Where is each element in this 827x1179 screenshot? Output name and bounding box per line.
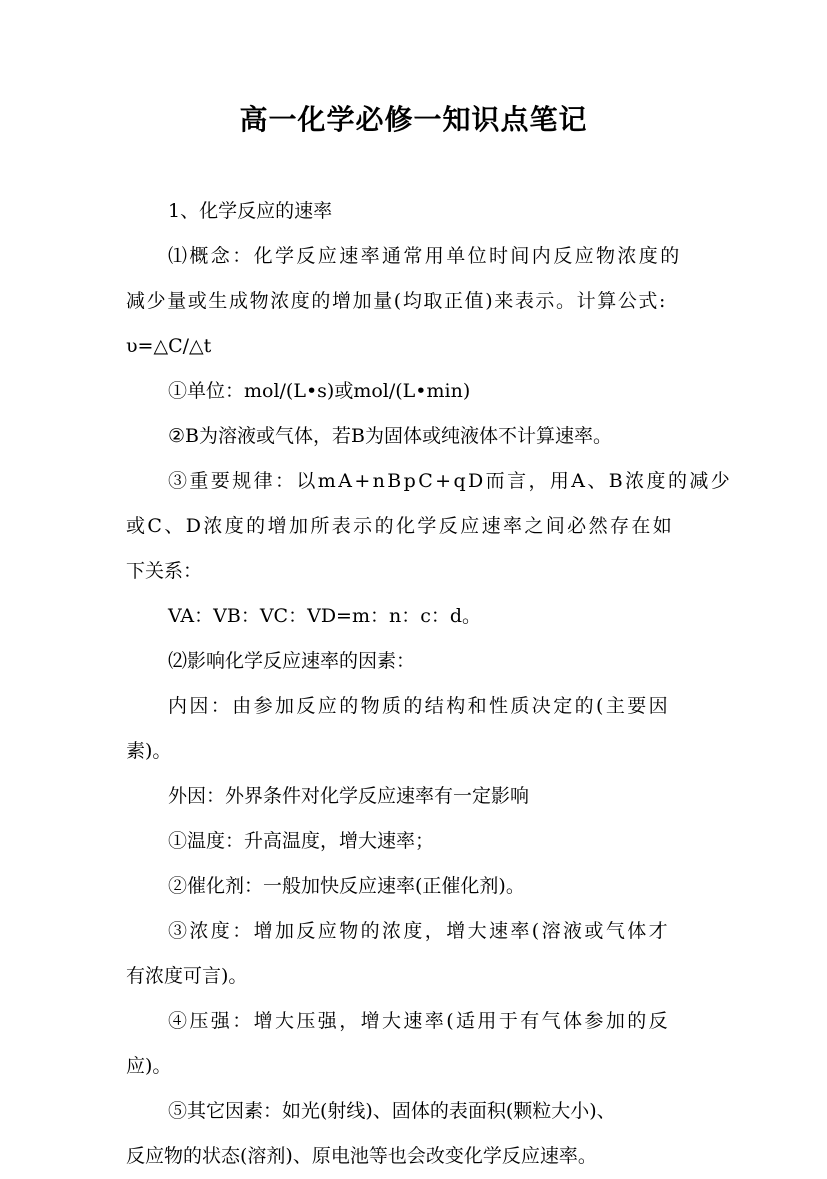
paragraph-line: ②B为溶液或气体，若B为固体或纯液体不计算速率。 (168, 425, 612, 447)
document-title: 高一化学必修一知识点笔记 (239, 103, 588, 136)
list-item: ④压强：增大压强，增大速率(适用于有气体参加的反 (168, 1010, 671, 1032)
list-item: ⑤其它因素：如光(射线)、固体的表面积(颗粒大小)、 (168, 1100, 616, 1122)
paragraph-line: 减少量或生成物浓度的增加量(均取正值)来表示。计算公式: (126, 290, 668, 312)
paragraph-line: ⑴概念：化学反应速率通常用单位时间内反应物浓度的 (168, 245, 682, 267)
paragraph-line: ①单位：mol/(L•s)或mol/(L•min) (168, 380, 471, 402)
paragraph-line: 反应物的状态(溶剂)、原电池等也会改变化学反应速率。 (126, 1145, 597, 1167)
paragraph-line: 外因：外界条件对化学反应速率有一定影响 (168, 785, 530, 807)
list-item: ①温度：升高温度，增大速率； (168, 830, 435, 852)
subsection-heading: ⑵影响化学反应速率的因素： (168, 650, 416, 672)
paragraph-line: 应)。 (126, 1055, 172, 1077)
paragraph-line: 有浓度可言)。 (126, 965, 248, 987)
section-heading: 1、化学反应的速率 (168, 200, 333, 222)
paragraph-line: ③重要规律：以mA+nBpC+qD而言，用A、B浓度的减少 (168, 470, 733, 492)
paragraph-line: 下关系： (126, 560, 203, 582)
document-body (126, 189, 733, 1179)
paragraph-line: 素)。 (126, 740, 172, 762)
list-item: ②催化剂：一般加快反应速率(正催化剂)。 (168, 875, 525, 897)
paragraph-line: 或C、D浓度的增加所表示的化学反应速率之间必然存在如 (126, 515, 675, 537)
list-item: ③浓度：增加反应物的浓度，增大速率(溶液或气体才 (168, 920, 671, 942)
formula-line: VA：VB：VC：VD=m：n：c：d。 (168, 605, 482, 627)
paragraph-line: 内因：由参加反应的物质的结构和性质决定的(主要因 (168, 695, 671, 717)
formula-line: υ=△C/△t (126, 335, 212, 357)
